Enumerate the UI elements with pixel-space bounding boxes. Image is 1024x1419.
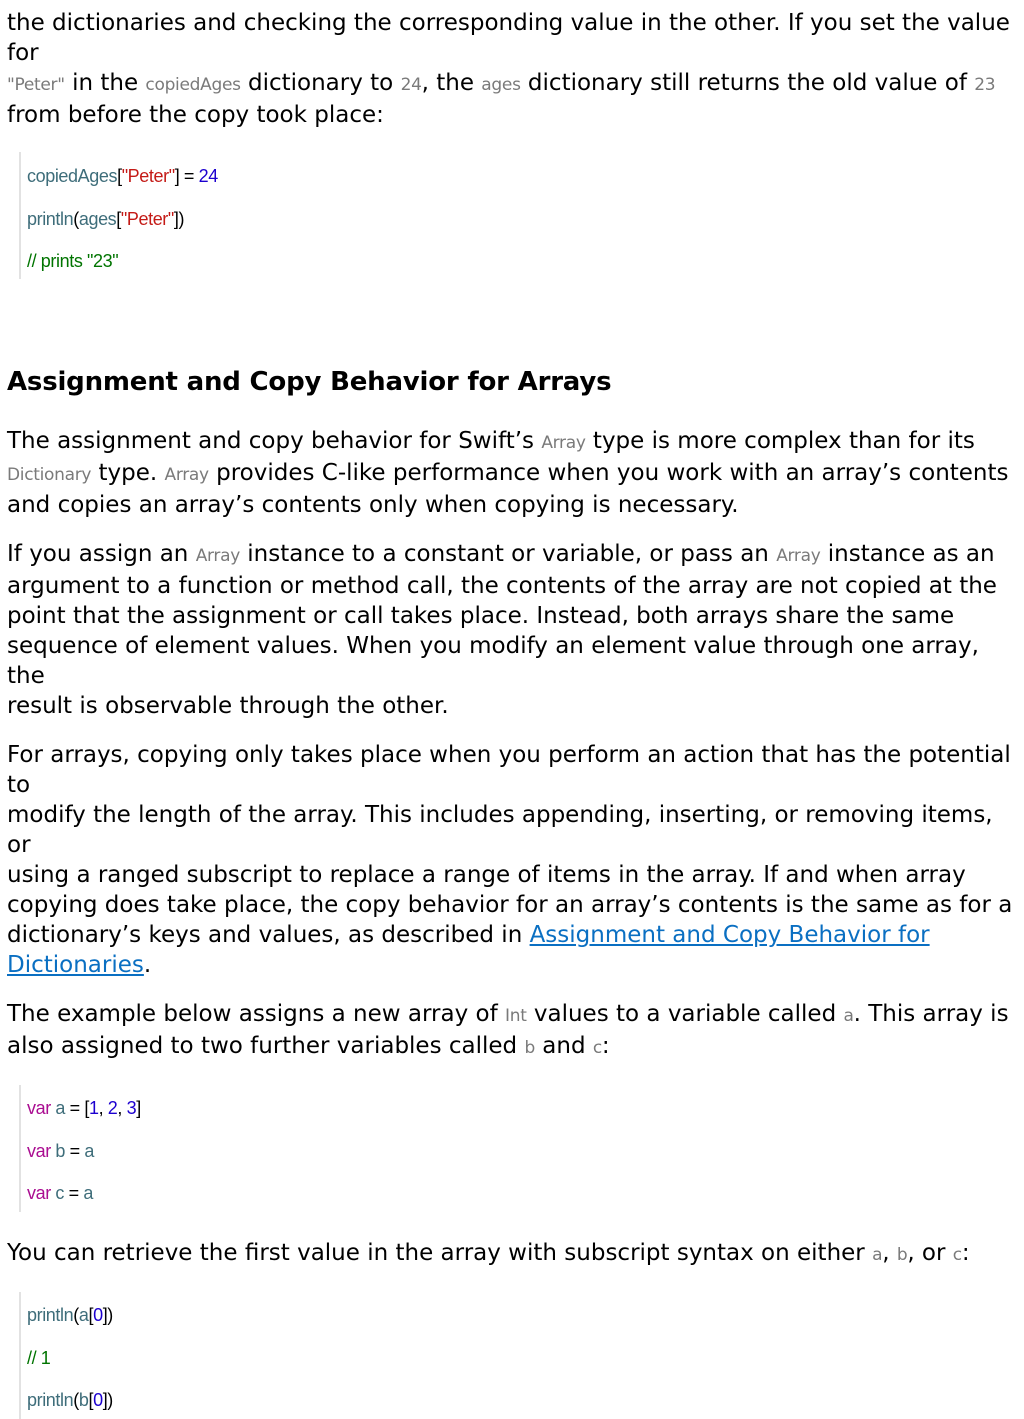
code-block — [19, 1085, 1017, 1212]
inline-code: "Peter" — [7, 75, 65, 95]
paragraph — [7, 426, 1017, 520]
text-line: from before the copy took place: — [7, 102, 384, 128]
inline-code: Dictionary — [7, 465, 92, 485]
inline-code: a — [843, 1006, 854, 1026]
text-line: You can retrieve the first value in the array with subscript syntax on either a, b, or c: — [7, 1240, 970, 1266]
text-line: dictionary’s keys and values, as described in Assignment and Copy Behavior for — [7, 922, 930, 948]
inline-code: 23 — [974, 75, 996, 95]
inline-code: 24 — [400, 75, 422, 95]
code-line: println(b[0]) — [27, 1390, 113, 1410]
text-line: copying does take place, the copy behavior for an array’s contents is the same as for a — [7, 892, 1013, 918]
text-line: and copies an array’s contents only when copying is necessary. — [7, 492, 739, 518]
inline-code: c — [952, 1245, 962, 1265]
text-line: sequence of element values. When you modify an element value through one array, the — [7, 633, 979, 689]
code-line: var a = [1, 2, 3] — [27, 1098, 141, 1118]
code-line: // prints "23" — [27, 251, 119, 271]
paragraph — [7, 1238, 1017, 1270]
paragraph — [7, 999, 1017, 1063]
inline-code: Array — [776, 546, 821, 566]
text-line: argument to a function or method call, the contents of the array are not copied at the — [7, 573, 997, 599]
text-line: For arrays, copying only takes place when you perform an action that has the potential to — [7, 742, 1011, 798]
text-line: "Peter" in the copiedAges dictionary to 24, the ages dictionary still returns the old value of 23 — [7, 70, 996, 96]
text-line: the dictionaries and checking the corresponding value in the other. If you set the value for — [7, 10, 1010, 66]
dictionary-copy-link[interactable]: Assignment and Copy Behavior for — [529, 922, 930, 948]
inline-code: Array — [164, 465, 209, 485]
section-heading: Assignment and Copy Behavior for Arrays — [7, 367, 612, 397]
code-line: var c = a — [27, 1183, 93, 1203]
text-line: modify the length of the array. This includes appending, inserting, or removing items, or — [7, 802, 993, 858]
inline-code: ages — [481, 75, 521, 95]
inline-code: copiedAges — [145, 75, 241, 95]
text-line: result is observable through the other. — [7, 693, 449, 719]
code-line: println(a[0]) — [27, 1305, 113, 1325]
text-line: Dictionary type. Array provides C-like performance when you work with an array’s contents — [7, 460, 1009, 486]
text-line: If you assign an Array instance to a constant or variable, or pass an Array instance as an — [7, 541, 995, 567]
code-block — [19, 1292, 1017, 1419]
inline-code: b — [896, 1245, 908, 1265]
inline-code: a — [872, 1245, 883, 1265]
text-line: point that the assignment or call takes place. Instead, both arrays share the same — [7, 603, 955, 629]
text-line: also assigned to two further variables called b and c: — [7, 1033, 610, 1059]
paragraph — [7, 539, 1017, 721]
code-block — [19, 152, 1017, 279]
inline-code: b — [524, 1038, 535, 1058]
code-line: copiedAges["Peter"] = 24 — [27, 166, 218, 186]
text-line: using a ranged subscript to replace a range of items in the array. If and when array — [7, 862, 966, 888]
text-line: Dictionaries. — [7, 952, 152, 978]
text-line: The assignment and copy behavior for Swift’s Array type is more complex than for its — [7, 428, 975, 454]
code-line: var b = a — [27, 1140, 94, 1161]
inline-code: c — [592, 1038, 602, 1058]
inline-code: Int — [505, 1006, 527, 1026]
code-line: println(ages["Peter"]) — [27, 208, 185, 229]
code-line: // 1 — [27, 1347, 51, 1368]
inline-code: Array — [541, 433, 586, 453]
inline-code: Array — [195, 546, 240, 566]
dictionary-copy-link-continued[interactable]: Dictionaries — [7, 952, 144, 978]
text-line: The example below assigns a new array of Int values to a variable called a. This array is — [7, 1001, 1009, 1027]
paragraph — [7, 740, 1017, 980]
intro-paragraph — [7, 0, 1017, 130]
